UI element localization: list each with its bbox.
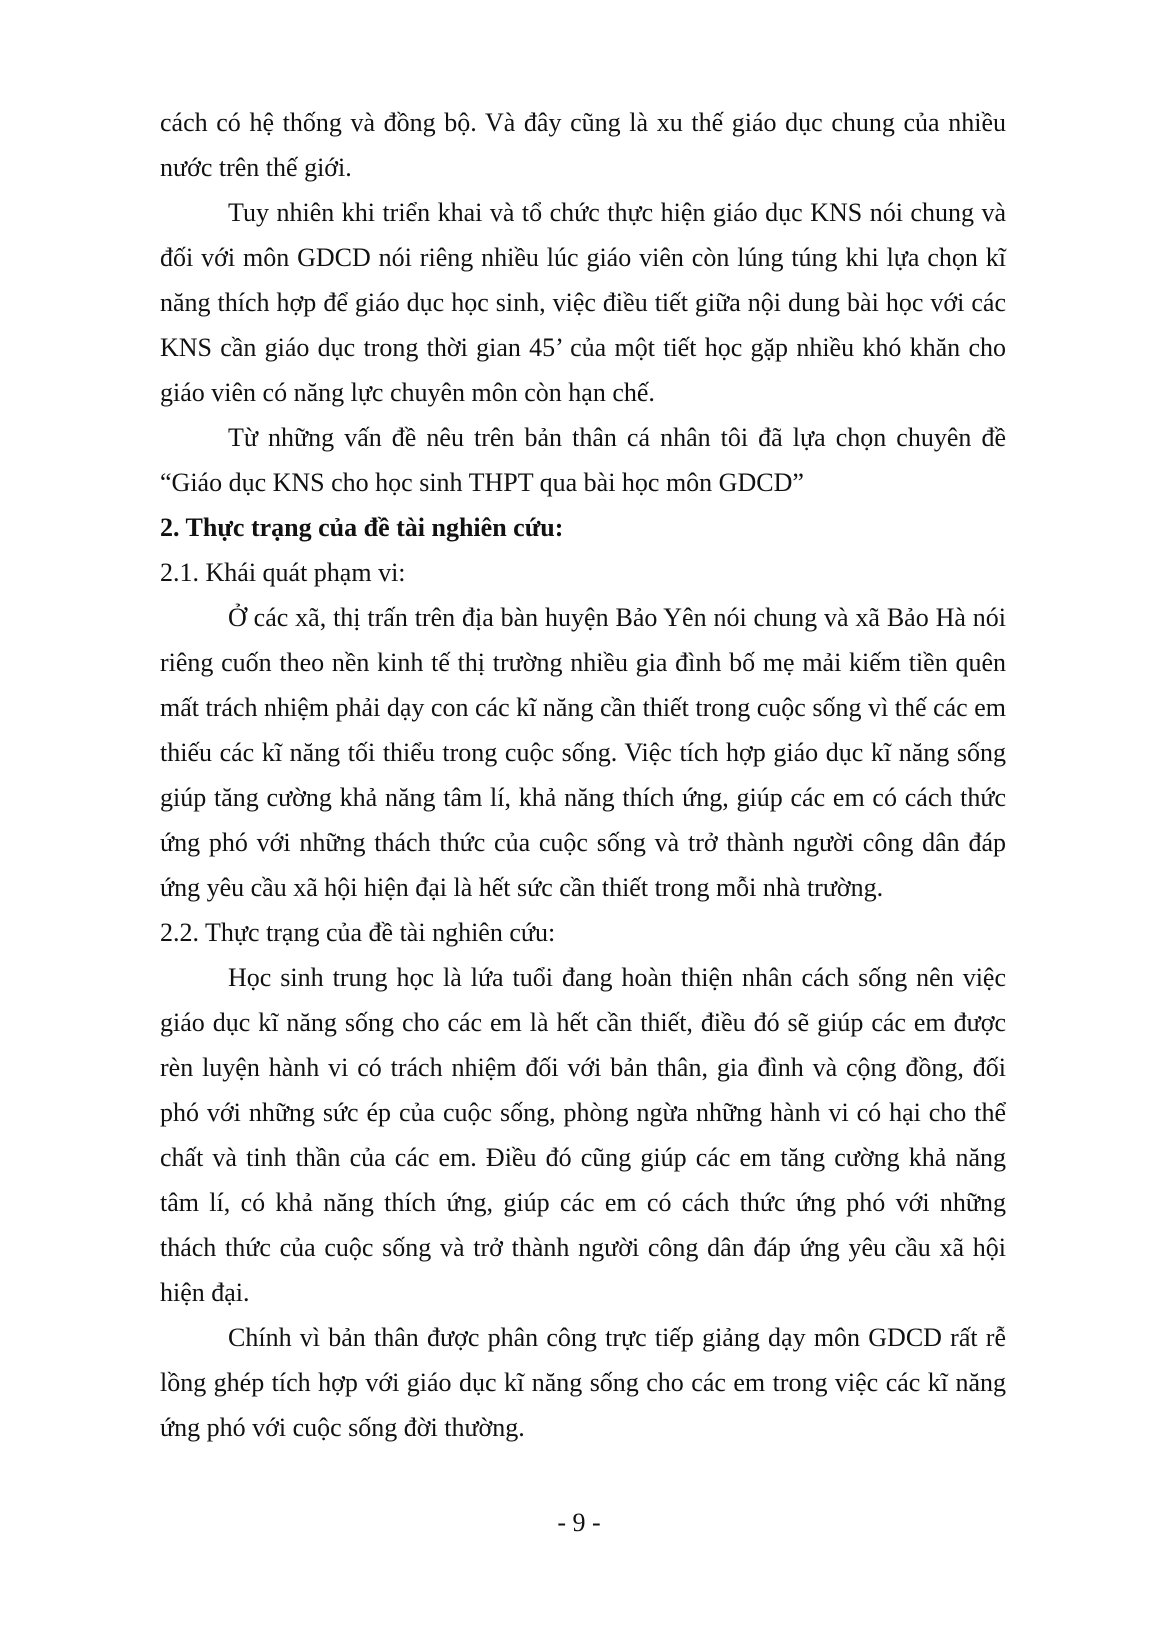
paragraph-scope: Ở các xã, thị trấn trên địa bàn huyện Bảo Yên nói chung và xã Bảo Hà nói riêng cuốn theo nền kinh tế thị trường nhiều gia đình bố mẹ mải kiếm tiền quên mất trách nhiệm phải dạy con các kĩ năng cần thiết trong cuộc sống vì thế các em thiếu các kĩ năng tối thiểu trong cuộc sống. Việc tích hợp giáo dục kĩ năng sống giúp tăng cường khả năng tâm lí, khả năng thích ứng, giúp các em có cách thức ứng phó với những thách thức của cuộc sống và trở thành người công dân đáp ứng yêu cầu xã hội hiện đại là hết sức cần thiết trong mỗi nhà trường.: [160, 603, 1006, 902]
paragraph-conclusion: Chính vì bản thân được phân công trực tiếp giảng dạy môn GDCD rất rễ lồng ghép tích hợp với giáo dục kĩ năng sống cho các em trong việc các kĩ năng ứng phó với cuộc sống đời thường.: [160, 1323, 1006, 1442]
paragraph-current-state: Học sinh trung học là lứa tuổi đang hoàn thiện nhân cách sống nên việc giáo dục kĩ năng sống cho các em là hết cần thiết, điều đó sẽ giúp các em được rèn luyện hành vi có trách nhiệm đối với bản thân, gia đình và cộng đồng, đối phó với những sức ép của cuộc sống, phòng ngừa những hành vi có hại cho thể chất và tinh thần của các em. Điều đó cũng giúp các em tăng cường khả năng tâm lí, có khả năng thích ứng, giúp các em có cách thức ứng phó với những thách thức của cuộc sống và trở thành người công dân đáp ứng yêu cầu xã hội hiện đại.: [160, 963, 1006, 1307]
document-page: [160, 100, 1006, 1450]
paragraph-continuation: cách có hệ thống và đồng bộ. Và đây cũng là xu thế giáo dục chung của nhiều nước trên thế giới.: [160, 108, 1006, 182]
page-number: - 9 -: [557, 1508, 601, 1537]
paragraph-difficulties: Tuy nhiên khi triển khai và tổ chức thực hiện giáo dục KNS nói chung và đối với môn GDCD nói riêng nhiều lúc giáo viên còn lúng túng khi lựa chọn kĩ năng thích hợp để giáo dục học sinh, việc điều tiết giữa nội dung bài học với các KNS cần giáo dục trong thời gian 45’ của một tiết học gặp nhiều khó khăn cho giáo viên có năng lực chuyên môn còn hạn chế.: [160, 198, 1006, 407]
subsection-heading-2-2: 2.2. Thực trạng của đề tài nghiên cứu:: [160, 918, 556, 947]
subsection-heading-2-1: 2.1. Khái quát phạm vi:: [160, 558, 406, 587]
section-heading-2: 2. Thực trạng của đề tài nghiên cứu:: [160, 513, 564, 542]
paragraph-topic-choice: Từ những vấn đề nêu trên bản thân cá nhân tôi đã lựa chọn chuyên đề “Giáo dục KNS cho học sinh THPT qua bài học môn GDCD”: [160, 423, 1006, 497]
